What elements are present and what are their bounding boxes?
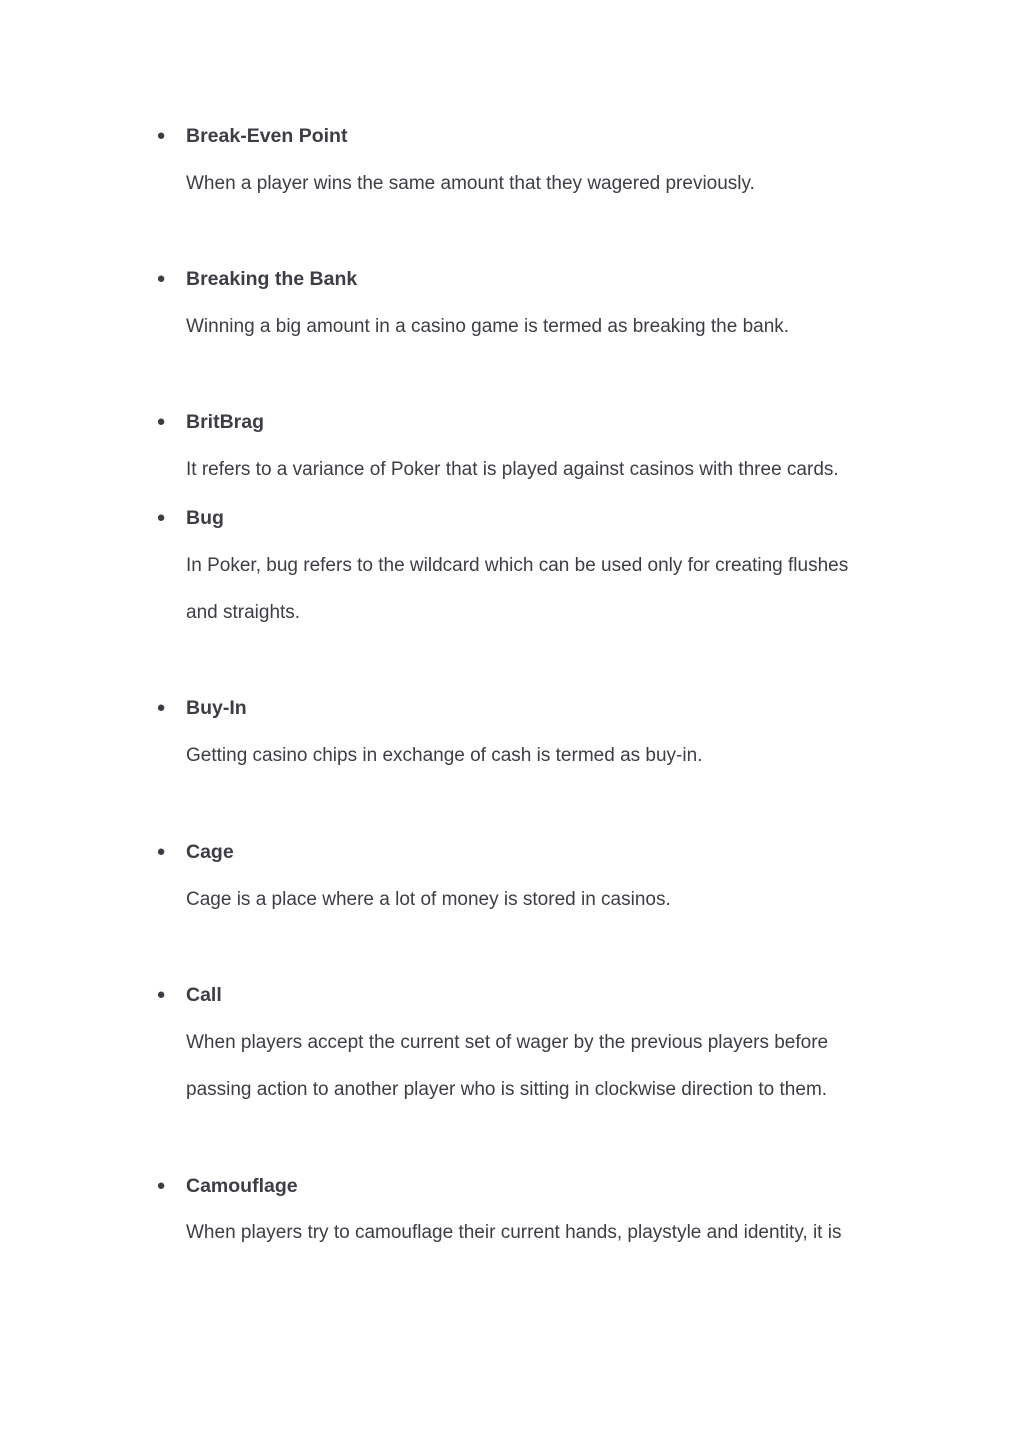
glossary-definition: Winning a big amount in a casino game is termed as breaking the bank.: [186, 316, 790, 337]
glossary-term: Breaking the Bank: [186, 268, 358, 290]
glossary-definition: When players try to camouflage their current hands, playstyle and identity, it is: [186, 1222, 842, 1243]
glossary-term: Call: [186, 984, 222, 1006]
bullet-icon: ●: [156, 127, 166, 144]
glossary-term: Camouflage: [186, 1175, 298, 1197]
glossary-definition: When a player wins the same amount that they wagered previously.: [186, 173, 755, 194]
bullet-icon: ●: [156, 509, 166, 526]
glossary-definition: In Poker, bug refers to the wildcard which can be used only for creating flushes: [186, 555, 849, 576]
glossary-definition: Cage is a place where a lot of money is stored in casinos.: [186, 889, 671, 910]
glossary-term: Buy-In: [186, 697, 247, 719]
bullet-icon: ●: [156, 270, 166, 287]
glossary-term: Break-Even Point: [186, 125, 348, 147]
glossary-term: Cage: [186, 841, 234, 863]
bullet-icon: ●: [156, 1177, 166, 1194]
bullet-icon: ●: [156, 986, 166, 1003]
glossary-definition: When players accept the current set of wager by the previous players before: [186, 1032, 829, 1053]
bullet-icon: ●: [156, 843, 166, 860]
glossary-definition: It refers to a variance of Poker that is played against casinos with three cards.: [186, 459, 839, 480]
glossary-definition: Getting casino chips in exchange of cash is termed as buy-in.: [186, 745, 703, 766]
glossary-definition: passing action to another player who is sitting in clockwise direction to them.: [186, 1079, 828, 1100]
glossary-term: Bug: [186, 507, 224, 529]
bullet-icon: ●: [156, 699, 166, 716]
bullet-icon: ●: [156, 413, 166, 430]
glossary-definition: and straights.: [186, 602, 301, 623]
glossary-term: BritBrag: [186, 411, 265, 433]
